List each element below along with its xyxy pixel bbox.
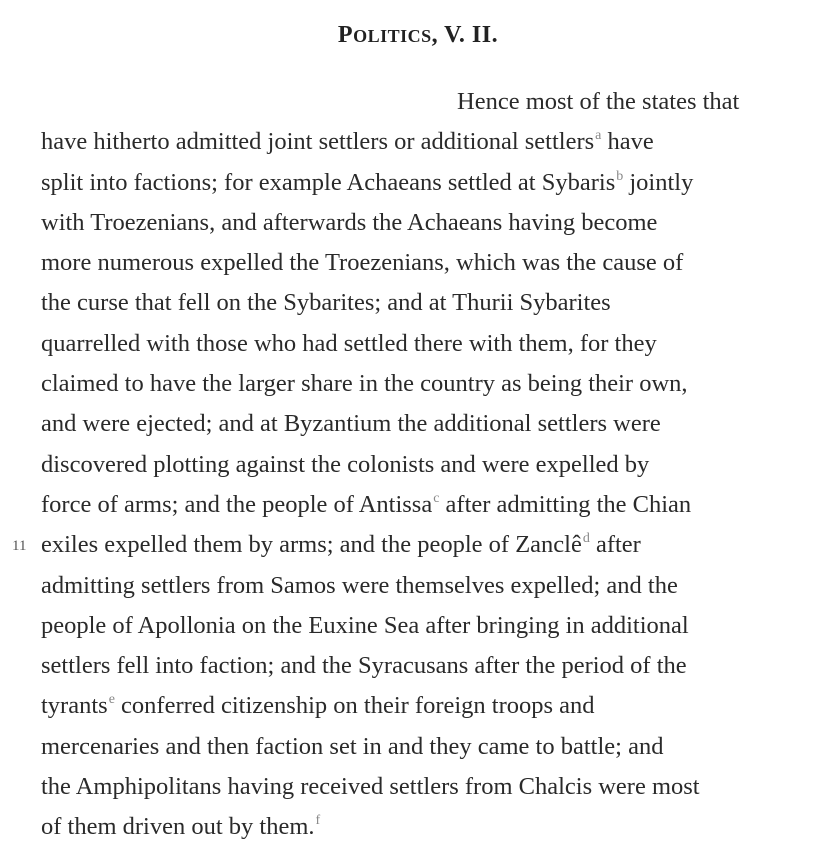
text-line (41, 364, 801, 404)
header-title-rest: OLITICS (353, 26, 432, 46)
text-segment: tyrants (41, 692, 108, 720)
header-title-suffix: , V. II. (431, 22, 499, 48)
text-segment: and were ejected; and at Byzantium the additional settlers were (41, 410, 661, 438)
text-line (41, 163, 801, 203)
text-segment: of them driven out by them. (41, 813, 315, 841)
footnote-marker[interactable]: a (595, 128, 602, 144)
text-segment: people of Apollonia on the Euxine Sea after bringing in additional (41, 611, 689, 639)
text-line (41, 82, 801, 122)
margin-section-number: 11 (12, 538, 27, 554)
text-segment: split into factions; for example Achaeans settled at Sybaris (41, 168, 616, 196)
text-segment: discovered plotting against the colonists and were expelled by (41, 450, 650, 478)
text-segment: conferred citizenship on their foreign troops and (114, 692, 595, 720)
text-segment: the Amphipolitans having received settlers from Chalcis were most (41, 773, 700, 801)
text-segment: mercenaries and then faction set in and they came to battle; and (41, 732, 664, 760)
text-segment: Hence most of the states that (457, 88, 740, 115)
text-segment: have (601, 128, 654, 156)
footnote-marker[interactable]: b (616, 168, 624, 184)
text-segment: after (589, 531, 641, 559)
text-line (41, 727, 801, 767)
text-line (41, 767, 801, 807)
text-segment: the curse that fell on the Sybarites; and at Thurii Sybarites (41, 289, 611, 317)
text-segment: quarrelled with those who had settled there with them, for they (41, 329, 657, 357)
text-segment: with Troezenians, and afterwards the Achaeans having become (41, 208, 658, 236)
text-line (41, 566, 801, 606)
text-line (41, 686, 801, 726)
text-line (41, 324, 801, 364)
text-line (41, 203, 801, 243)
text-line (41, 485, 801, 525)
text-line (41, 445, 801, 485)
text-segment: have hitherto admitted joint settlers or additional settlers (41, 128, 595, 156)
text-line (41, 646, 801, 686)
footnote-marker[interactable]: d (582, 531, 590, 547)
text-segment: admitting settlers from Samos were themselves expelled; and the (41, 571, 678, 599)
footnote-marker[interactable]: e (108, 692, 115, 708)
text-line (41, 807, 801, 847)
text-line (41, 606, 801, 646)
footnote-marker[interactable]: f (315, 813, 321, 829)
text-segment: after admitting the Chian (439, 490, 692, 518)
text-segment: force of arms; and the people of Antissa (41, 490, 433, 518)
text-line (41, 243, 801, 283)
text-segment: jointly (623, 168, 694, 196)
text-segment: settlers fell into faction; and the Syracusans after the period of the (41, 652, 687, 680)
header-title-cap: P (337, 22, 354, 48)
text-line (41, 283, 801, 323)
text-line (41, 404, 801, 444)
text-line (41, 525, 801, 565)
text-segment: exiles expelled them by arms; and the people of Zanclê (41, 531, 582, 559)
running-header (0, 22, 836, 49)
text-line (41, 122, 801, 162)
text-segment: more numerous expelled the Troezenians, which was the cause of (41, 249, 684, 277)
body-text (41, 82, 801, 848)
footnote-marker[interactable]: c (433, 490, 440, 506)
text-segment: claimed to have the larger share in the country as being their own, (41, 370, 688, 398)
